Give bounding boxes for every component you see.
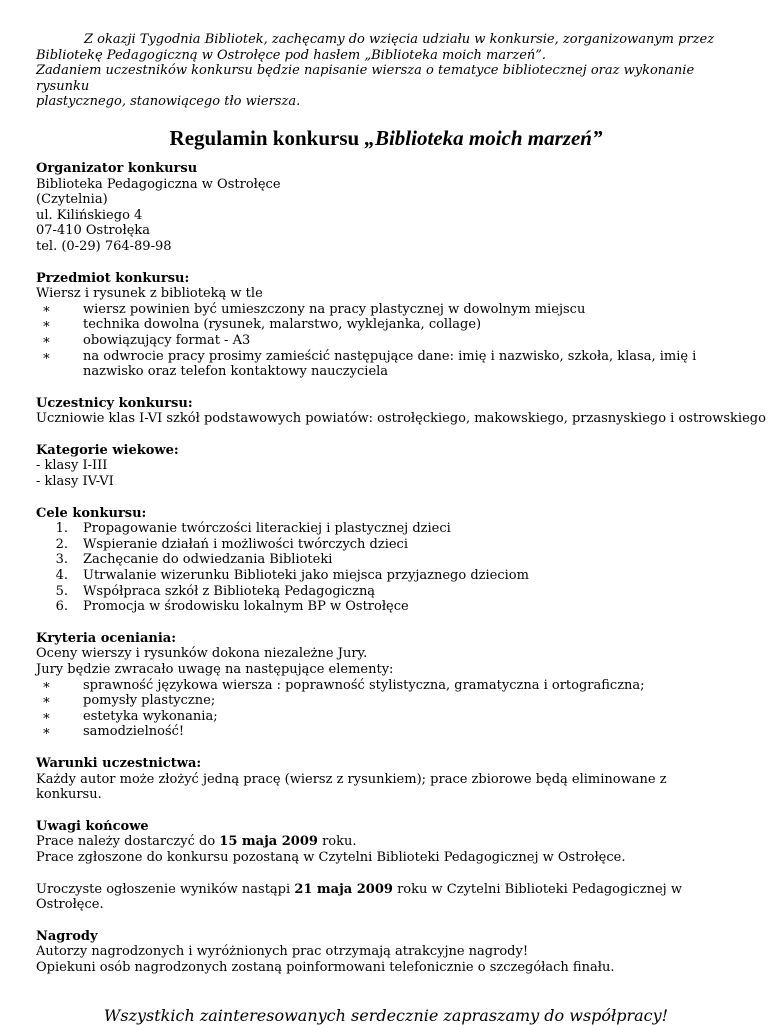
final-notes-line: Prace zgłoszone do konkursu pozostaną w Czytelni Biblioteki Pedagogicznej w Ostrołęce. [36,849,626,865]
participants-section [36,395,766,427]
subject-lead: Wiersz i rysunek z biblioteką w tle [36,286,263,302]
organizer-line: tel. (0-29) 764-89-98 [36,238,172,254]
criteria-line: Oceny wierszy i rysunków dokona niezależne Jury. [36,646,368,662]
organizer-section [36,161,736,255]
list-number: 1. [55,521,68,537]
list-text: Utrwalanie wizerunku Biblioteki jako miejsca przyjaznego dzieciom [83,568,529,584]
goals-section [36,506,736,615]
announcement-date: 21 maja 2009 [294,881,393,897]
section-heading: Przedmiot konkursu: [36,270,190,286]
list-number: 6. [55,599,68,615]
prizes-line: Autorzy nagrodzonych i wyróżnionych prac otrzymają atrakcyjne nagrody! [36,944,529,960]
list-text: Wspieranie działań i możliwości twórczych dzieci [83,536,408,552]
deadline-line [36,834,736,850]
participants-text: Uczniowie klas I-VI szkół podstawowych powiatów: ostrołęckiego, makowskiego, przasnyskiego i ostrowskiego [36,411,766,427]
section-heading: Kryteria oceniania: [36,630,176,646]
list-item [36,537,736,553]
title-prefix: Regulamin konkursu [169,125,360,150]
conditions-text: Każdy autor może złożyć jedną pracę (wiersz z rysunkiem); prace zbiorowe będą eliminowane z konkursu. [36,771,667,803]
criteria-section [36,631,736,740]
intro-line: Bibliotekę Pedagogiczną w Ostrołęce pod hasłem „Biblioteka moich marzeń”. [36,47,547,63]
list-item: ∗ pomysły plastyczne; [36,693,736,709]
list-text: Promocja w środowisku lokalnym BP w Ostrołęce [83,599,409,615]
list-item: ∗ obowiązujący format - A3 [36,333,736,349]
list-item: ∗ sprawność językowa wiersza : poprawność stylistyczna, gramatyczna i ortograficzna; [36,678,736,694]
deadline-text: roku. [317,834,357,850]
list-item [36,521,736,537]
list-number: 5. [55,583,68,599]
list-item: ∗ estetyka wykonania; [36,709,736,725]
list-text: Współpraca szkół z Biblioteką Pedagogiczną [83,583,376,599]
prizes-line: Opiekuni osób nagrodzonych zostaną poinformowani telefonicznie o szczegółach finału. [36,959,615,975]
category-line: - klasy IV-VI [36,474,114,490]
goals-list [36,521,736,615]
criteria-list [36,678,736,740]
intro-paragraph [36,32,736,110]
list-item [36,568,736,584]
list-item [36,552,736,568]
section-heading: Organizator konkursu [36,160,198,176]
list-item [36,599,736,615]
list-item: ∗ technika dowolna (rysunek, malarstwo, wyklejanka, collage) [36,317,736,333]
organizer-line: ul. Kilińskiego 4 [36,207,143,223]
intro-line: Zadaniem uczestników konkursu będzie napisanie wiersza o tematyce bibliotecznej oraz wykonanie rysunku [36,63,695,94]
page-title [36,125,736,151]
category-line: - klasy I-III [36,458,108,474]
announcement-line [36,882,736,913]
intro-line: Z okazji Tygodnia Bibliotek, zachęcamy do wzięcia udziału w konkursie, zorganizowanym przez [84,32,715,47]
section-heading: Uczestnicy konkursu: [36,395,193,411]
document-page [36,32,766,1025]
final-notes-section [36,819,736,866]
list-item [36,584,736,600]
closing-invitation: Wszystkich zainteresowanych serdecznie zapraszamy do współpracy! [103,1005,669,1025]
categories-section [36,443,736,490]
prizes-section [36,929,736,976]
list-item: ∗ samodzielność! [36,724,736,740]
subject-section [36,271,736,380]
section-heading: Nagrody [36,928,98,944]
deadline-date: 15 maja 2009 [219,834,318,850]
section-heading: Warunki uczestnictwa: [36,755,202,771]
organizer-line: Biblioteka Pedagogiczna w Ostrołęce [36,176,281,192]
list-text: Propagowanie twórczości literackiej i plastycznej dzieci [83,521,451,537]
section-heading: Uwagi końcowe [36,818,149,834]
organizer-line: (Czytelnia) [36,192,108,208]
section-heading: Kategorie wiekowe: [36,442,179,458]
announcement-text: Uroczyste ogłoszenie wyników nastąpi [36,881,295,897]
list-number: 4. [55,568,68,584]
subject-list [36,302,736,380]
title-contest-name: „Biblioteka moich marzeń” [364,125,603,150]
list-text: Zachęcanie do odwiedzania Biblioteki [83,552,333,568]
list-item: ∗ wiersz powinien być umieszczony na pracy plastycznej w dowolnym miejscu [36,302,736,318]
announcement-text: roku w Czytelni Biblioteki Pedagogicznej w Ostrołęce. [36,881,682,913]
organizer-line: 07-410 Ostrołęka [36,223,151,239]
intro-line: plastycznego, stanowiącego tło wiersza. [36,94,301,110]
list-number: 3. [55,552,68,568]
section-heading: Cele konkursu: [36,505,147,521]
list-number: 2. [55,536,68,552]
conditions-section [36,756,736,803]
criteria-line: Jury będzie zwracało uwagę na następujące elementy: [36,662,394,677]
announcement-section [36,882,736,913]
deadline-text: Prace należy dostarczyć do [36,834,220,850]
list-item: ∗ na odwrocie pracy prosimy zamieścić następujące dane: imię i nazwisko, szkoła, klasa, imię i nazwisko oraz telefon kontaktowy nauczyciela [36,349,736,380]
